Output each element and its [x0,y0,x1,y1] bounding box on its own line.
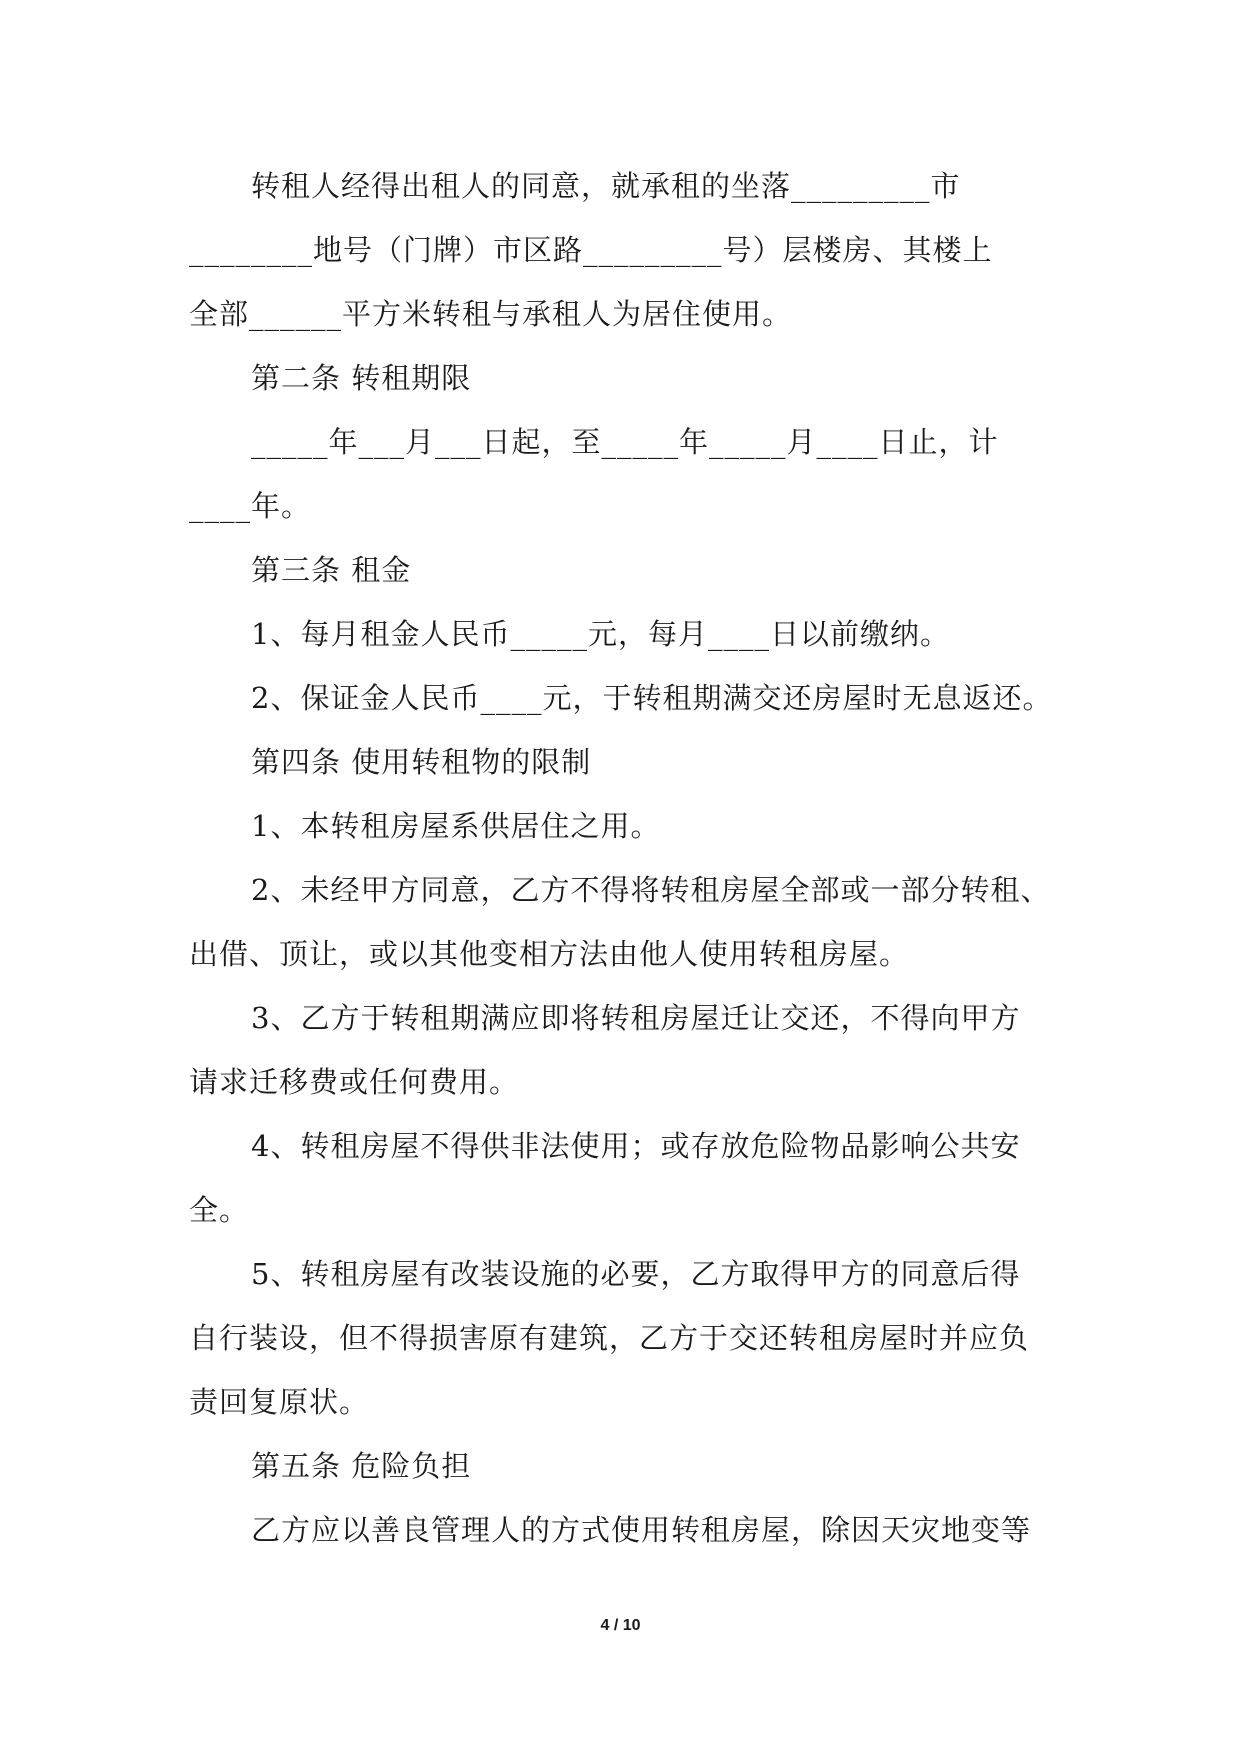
paragraph-line: 请求迁移费或任何费用。 [189,1065,520,1099]
paragraph-line: ________地号（门牌）市区路_________号）层楼房、其楼上 [189,233,993,267]
paragraph-line: 2、保证金人民币____元，于转租期满交还房屋时无息返还。 [251,681,1053,715]
section-heading: 第二条 转租期限 [251,361,472,395]
paragraph-line: 自行装设，但不得损害原有建筑，乙方于交还转租房屋时并应负 [189,1321,1030,1355]
paragraph-line: 1、本转租房屋系供居住之用。 [251,809,661,843]
document-body [189,154,1079,1562]
section-heading: 第五条 危险负担 [251,1449,472,1483]
paragraph-line: 2、未经甲方同意，乙方不得将转租房屋全部或一部分转租、 [251,873,1051,907]
section-heading: 第四条 使用转租物的限制 [251,745,592,779]
paragraph-line: 全部______平方米转租与承租人为居住使用。 [189,297,793,331]
paragraph-line: 3、乙方于转租期满应即将转租房屋迁让交还，不得向甲方 [251,1001,1021,1035]
paragraph-line: 1、每月租金人民币_____元，每月____日以前缴纳。 [251,617,950,651]
paragraph-line: 责回复原状。 [189,1385,370,1419]
paragraph-line: 出借、顶让，或以其他变相方法由他人使用转租房屋。 [189,937,910,971]
page-number: 4 / 10 [600,1617,641,1634]
paragraph-line: 转租人经得出租人的同意，就承租的坐落_________市 [251,169,961,203]
paragraph-line: 5、转租房屋有改装设施的必要，乙方取得甲方的同意后得 [251,1257,1021,1291]
paragraph-line: 乙方应以善良管理人的方式使用转租房屋，除因天灾地变等 [251,1513,1032,1547]
section-heading: 第三条 租金 [251,553,412,587]
paragraph-line: 4、转租房屋不得供非法使用；或存放危险物品影响公共安 [251,1129,1021,1163]
paragraph-line: 全。 [189,1193,250,1227]
paragraph-line: ____年。 [189,489,312,523]
paragraph-line: _____年___月___日起，至_____年_____月____日止，计 [251,425,999,459]
